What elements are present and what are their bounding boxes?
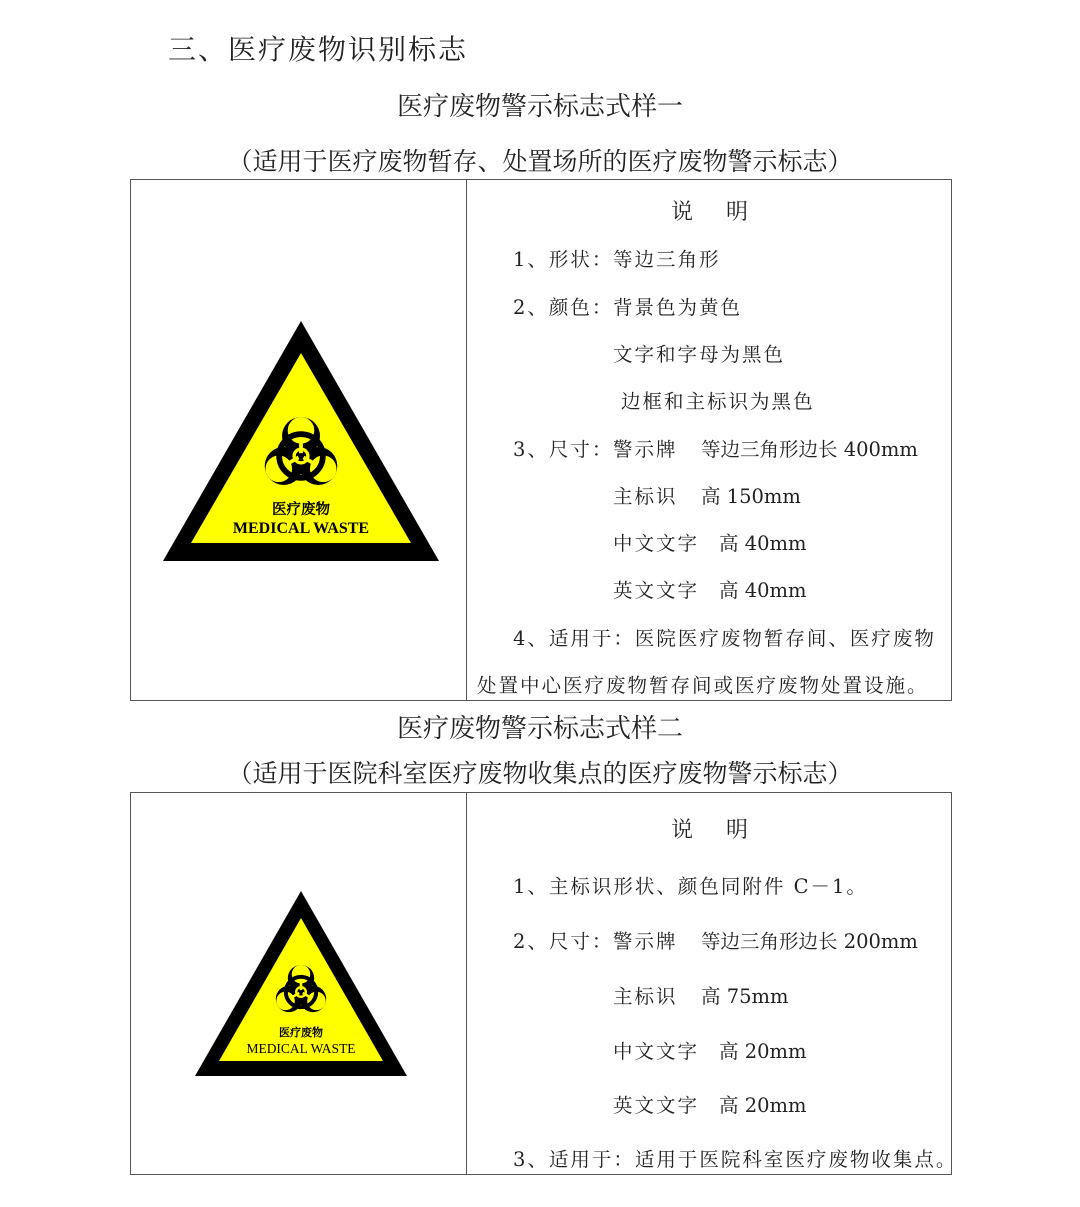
sign-en-text: MEDICAL WASTE bbox=[246, 1041, 356, 1056]
sample1-title: 医疗废物警示标志式样一 bbox=[396, 92, 683, 122]
color-line-2: 文字和字母为黑色 bbox=[613, 343, 786, 366]
sample2-panel bbox=[130, 792, 958, 1175]
usage-line-1: 4、适用于：医院医疗废物暂存间、医疗废物 bbox=[513, 627, 936, 650]
description-title: 说 明 bbox=[671, 200, 749, 225]
section-title: 三、医疗废物识别标志 bbox=[168, 33, 469, 66]
sign-cn-text: 医疗废物 bbox=[272, 502, 330, 518]
panel-divider bbox=[466, 180, 467, 700]
shape-label: 1、形状： bbox=[513, 248, 614, 271]
color-line-1: 背景色为黄色 bbox=[613, 296, 743, 319]
color-line-3: 边框和主标识为黑色 bbox=[621, 390, 815, 413]
size-value-cn-text: 高 40mm bbox=[719, 532, 807, 555]
shape-value: 等边三角形 bbox=[613, 248, 721, 271]
size-label-main-mark: 主标识 bbox=[613, 985, 678, 1008]
medical-waste-sign-small bbox=[131, 793, 466, 1174]
size-label-signboard: 警示牌 bbox=[613, 930, 678, 953]
sign-cn-text: 医疗废物 bbox=[279, 1026, 323, 1039]
size-label-signboard: 警示牌 bbox=[613, 438, 678, 461]
description-title: 说 明 bbox=[671, 818, 749, 843]
item-1: 1、主标识形状、颜色同附件 C－1。 bbox=[513, 875, 868, 898]
sample1-panel bbox=[130, 179, 952, 701]
sample1-subtitle: （适用于医疗废物暂存、处置场所的医疗废物警示标志） bbox=[227, 147, 853, 176]
panel-divider bbox=[466, 793, 467, 1174]
size-label: 2、尺寸： bbox=[513, 930, 614, 953]
sample2-subtitle: （适用于医院科室医疗废物收集点的医疗废物警示标志） bbox=[227, 759, 853, 788]
size-value-en-text: 高 40mm bbox=[719, 579, 807, 602]
size-label-main-mark: 主标识 bbox=[613, 485, 678, 508]
usage: 3、适用于：适用于医院科室医疗废物收集点。 bbox=[513, 1148, 958, 1171]
sign-en-text: MEDICAL WASTE bbox=[232, 520, 370, 537]
color-label: 2、颜色： bbox=[513, 296, 614, 319]
size-value-en-text: 高 20mm bbox=[719, 1094, 807, 1117]
size-value-signboard: 等边三角形边长 200mm bbox=[701, 930, 918, 953]
size-label-cn-text: 中文文字 bbox=[613, 1040, 700, 1063]
size-value-main-mark: 高 75mm bbox=[701, 985, 789, 1008]
size-label: 3、尺寸： bbox=[513, 438, 614, 461]
size-value-signboard: 等边三角形边长 400mm bbox=[701, 438, 918, 461]
size-label-en-text: 英文文字 bbox=[613, 1094, 700, 1117]
size-label-cn-text: 中文文字 bbox=[613, 532, 700, 555]
medical-waste-sign-large bbox=[131, 180, 466, 700]
sample2-title: 医疗废物警示标志式样二 bbox=[396, 714, 683, 744]
size-value-main-mark: 高 150mm bbox=[701, 485, 801, 508]
size-label-en-text: 英文文字 bbox=[613, 579, 700, 602]
usage-line-2: 处置中心医疗废物暂存间或医疗废物处置设施。 bbox=[477, 674, 929, 697]
size-value-cn-text: 高 20mm bbox=[719, 1040, 807, 1063]
